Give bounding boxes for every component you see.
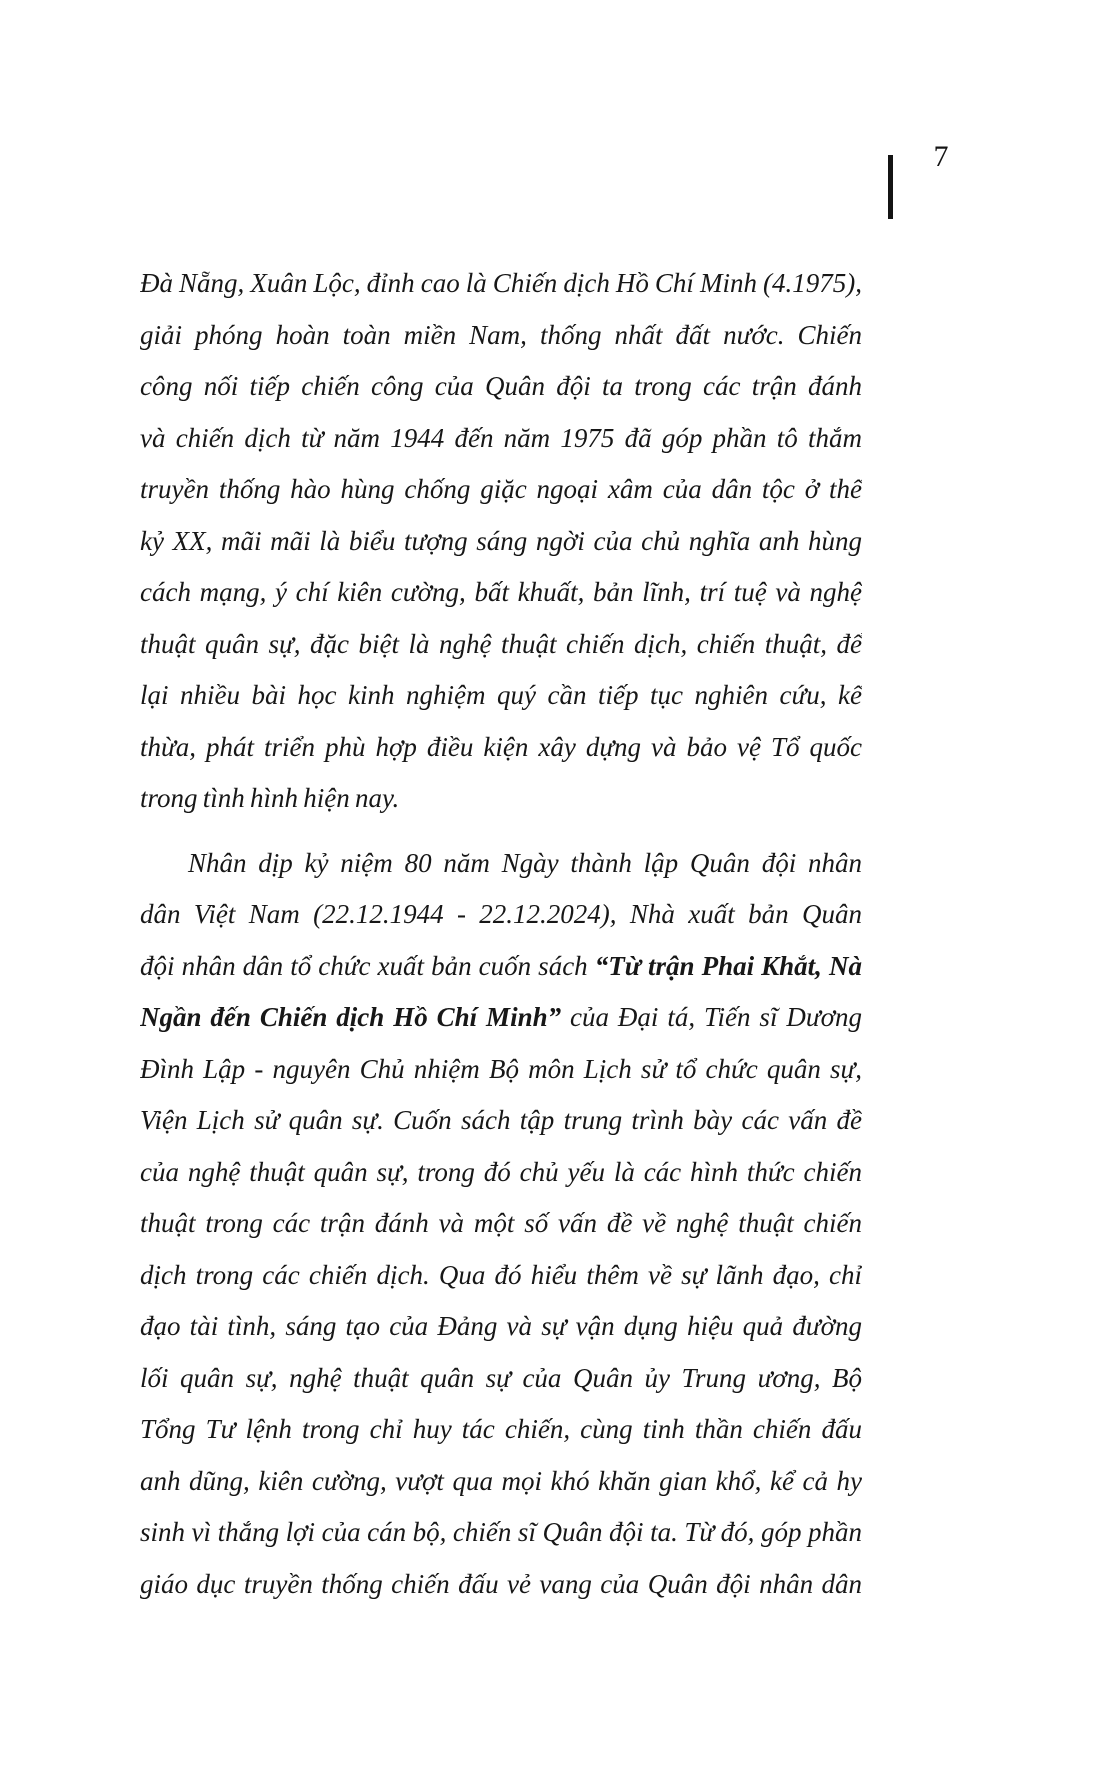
text-line: [140, 1507, 862, 1559]
text-line: [140, 567, 862, 619]
book-title-emphasis: “Từ trận Phai Khắt, Nà: [594, 950, 862, 981]
text-segment: thuật trong các trận đánh và một số vấn đề về nghệ thuật chiến: [140, 1208, 862, 1238]
text-line: [140, 1559, 862, 1611]
text-line: [140, 1456, 862, 1508]
text-segment: truyền thống hào hùng chống giặc ngoại xâm của dân tộc ở thế: [140, 474, 862, 504]
header-divider-line: [888, 155, 893, 219]
text-segment: lại nhiều bài học kinh nghiệm quý cần tiếp tục nghiên cứu, kế: [140, 680, 862, 710]
text-line: [140, 361, 862, 413]
text-segment: giải phóng hoàn toàn miền Nam, thống nhất đất nước. Chiến: [140, 319, 862, 350]
text-segment: Đình Lập - nguyên Chủ nhiệm Bộ môn Lịch sử tổ chức quân sự,: [140, 1053, 862, 1084]
text-segment: trong tình hình hiện nay.: [140, 783, 400, 813]
text-segment: giáo dục truyền thống chiến đấu vẻ vang của Quân đội nhân dân: [140, 1568, 862, 1599]
text-segment: Đà Nẵng, Xuân Lộc, đỉnh cao là Chiến dịch Hồ Chí Minh (4.1975),: [140, 268, 862, 298]
text-line: [140, 1404, 862, 1456]
text-segment: công nối tiếp chiến công của Quân đội ta trong các trận đánh: [140, 371, 862, 401]
text-line: [140, 722, 862, 774]
text-line: [140, 670, 862, 722]
text-line: [140, 1353, 862, 1405]
text-segment: cách mạng, ý chí kiên cường, bất khuất, bản lĩnh, trí tuệ và nghệ: [140, 577, 862, 607]
text-segment: kỷ XX, mãi mãi là biểu tượng sáng ngời của chủ nghĩa anh hùng: [140, 525, 862, 556]
text-line: [140, 773, 862, 825]
text-segment: dịch trong các chiến dịch. Qua đó hiểu thêm về sự lãnh đạo, chỉ: [140, 1259, 862, 1290]
text-line: [140, 413, 862, 465]
text-line: [140, 889, 862, 941]
text-segment: Viện Lịch sử quân sự. Cuốn sách tập trung trình bày các vấn đề: [140, 1105, 862, 1135]
text-line: [140, 1250, 862, 1302]
text-segment: lối quân sự, nghệ thuật quân sự của Quân ủy Trung ương, Bộ: [140, 1362, 862, 1393]
paragraph: [140, 838, 862, 1611]
page-text: [140, 258, 862, 1610]
paragraph: [140, 258, 862, 825]
text-segment: thuật quân sự, đặc biệt là nghệ thuật chiến dịch, chiến thuật, để: [140, 628, 862, 659]
text-line: [140, 941, 862, 993]
text-segment: dân Việt Nam (22.12.1944 - 22.12.2024), Nhà xuất bản Quân: [140, 899, 862, 929]
page-number: 7: [933, 140, 949, 173]
book-title-emphasis: Ngần đến Chiến dịch Hồ Chí Minh”: [140, 1002, 562, 1032]
text-line: [140, 619, 862, 671]
text-line: [140, 258, 862, 310]
text-segment: của nghệ thuật quân sự, trong đó chủ yếu là các hình thức chiến: [140, 1156, 862, 1187]
text-segment: của Đại tá, Tiến sĩ Dương: [561, 1002, 862, 1032]
text-segment: đội nhân dân tổ chức xuất bản cuốn sách: [140, 950, 595, 981]
text-segment: và chiến dịch từ năm 1944 đến năm 1975 đã góp phần tô thắm: [140, 422, 862, 453]
text-segment: sinh vì thắng lợi của cán bộ, chiến sĩ Quân đội ta. Từ đó, góp phần: [140, 1517, 862, 1547]
text-line: [140, 310, 862, 362]
text-segment: thừa, phát triển phù hợp điều kiện xây dựng và bảo vệ Tổ quốc: [140, 731, 862, 762]
text-line: [140, 1301, 862, 1353]
text-segment: Nhân dịp kỷ niệm 80 năm Ngày thành lập Quân đội nhân: [188, 847, 862, 878]
text-line: [140, 516, 862, 568]
text-segment: anh dũng, kiên cường, vượt qua mọi khó khăn gian khổ, kể cả hy: [140, 1465, 862, 1496]
text-line: [140, 838, 862, 890]
text-line: [140, 1198, 862, 1250]
text-line: [140, 1044, 862, 1096]
text-line: [140, 1147, 862, 1199]
text-segment: đạo tài tình, sáng tạo của Đảng và sự vận dụng hiệu quả đường: [140, 1311, 862, 1341]
text-line: [140, 464, 862, 516]
text-segment: Tổng Tư lệnh trong chỉ huy tác chiến, cùng tinh thần chiến đấu: [140, 1414, 862, 1444]
text-line: [140, 992, 862, 1044]
text-line: [140, 1095, 862, 1147]
